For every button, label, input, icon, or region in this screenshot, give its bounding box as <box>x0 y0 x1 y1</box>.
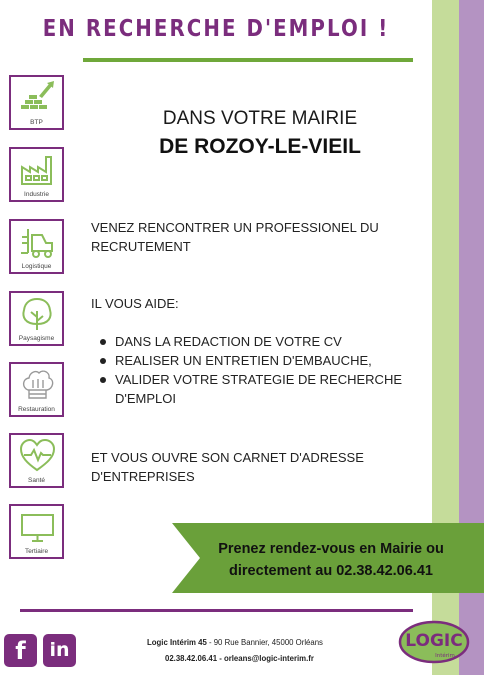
facebook-icon[interactable]: f <box>4 634 37 667</box>
category-restauration <box>9 362 64 417</box>
category-label: Industrie <box>24 191 49 198</box>
list-item: DANS LA REDACTION DE VOTRE CV <box>98 332 428 351</box>
category-sante <box>9 433 64 488</box>
factory-icon <box>19 153 56 187</box>
title-divider <box>83 58 413 62</box>
heart-pulse-icon <box>19 439 56 473</box>
closing-text: ET VOUS OUVRE SON CARNET D'ADRESSE D'ENTREPRISES <box>91 450 364 484</box>
footer-contact[interactable]: 02.38.42.06.41 - orleans@logic-interim.fr <box>165 654 314 663</box>
category-label: Logistique <box>21 263 52 270</box>
company-name: Logic Intérim 45 <box>147 638 207 647</box>
forklift-icon <box>19 225 56 259</box>
construction-icon <box>19 81 56 115</box>
category-label: Paysagisme <box>18 335 55 342</box>
category-btp <box>9 75 64 130</box>
category-label: Restauration <box>18 406 55 413</box>
logo-subtext: Intérim <box>435 653 455 659</box>
logo-text: LOGIC <box>405 631 463 651</box>
footer-divider <box>20 609 413 612</box>
help-title: IL VOUS AIDE: <box>91 296 179 311</box>
cta-text: Prenez rendez-vous en Mairie ou directement au 02.38.42.06.41 <box>218 541 444 579</box>
monitor-icon <box>19 510 56 544</box>
page-title: EN RECHERCHE D'EMPLOI ! <box>42 16 390 42</box>
linkedin-icon[interactable]: in <box>43 634 76 667</box>
list-item: REALISER UN ENTRETIEN D'EMBAUCHE, <box>98 351 428 370</box>
heading-town: DE ROZOY-LE-VIEIL <box>159 135 361 158</box>
category-logistique <box>9 219 64 274</box>
list-item: VALIDER VOTRE STRATEGIE DE RECHERCHE D'EMPLOI <box>98 370 428 408</box>
address-text: - 90 Rue Bannier, 45000 Orléans <box>206 638 323 647</box>
category-tertiaire <box>9 504 64 559</box>
category-industrie <box>9 147 64 202</box>
category-label: BTP <box>30 119 43 126</box>
intro-text: VENEZ RENCONTRER UN PROFESSIONEL DU RECRUTEMENT <box>91 220 379 254</box>
chef-hat-icon <box>19 368 56 402</box>
category-label: Tertiaire <box>24 548 49 555</box>
footer-address <box>147 638 323 647</box>
category-label: Santé <box>28 477 45 484</box>
help-list <box>98 332 428 408</box>
heading-line1: DANS VOTRE MAIRIE <box>162 108 358 129</box>
tree-icon <box>19 297 56 331</box>
logic-interim-logo <box>398 620 470 664</box>
category-paysagisme <box>9 291 64 346</box>
